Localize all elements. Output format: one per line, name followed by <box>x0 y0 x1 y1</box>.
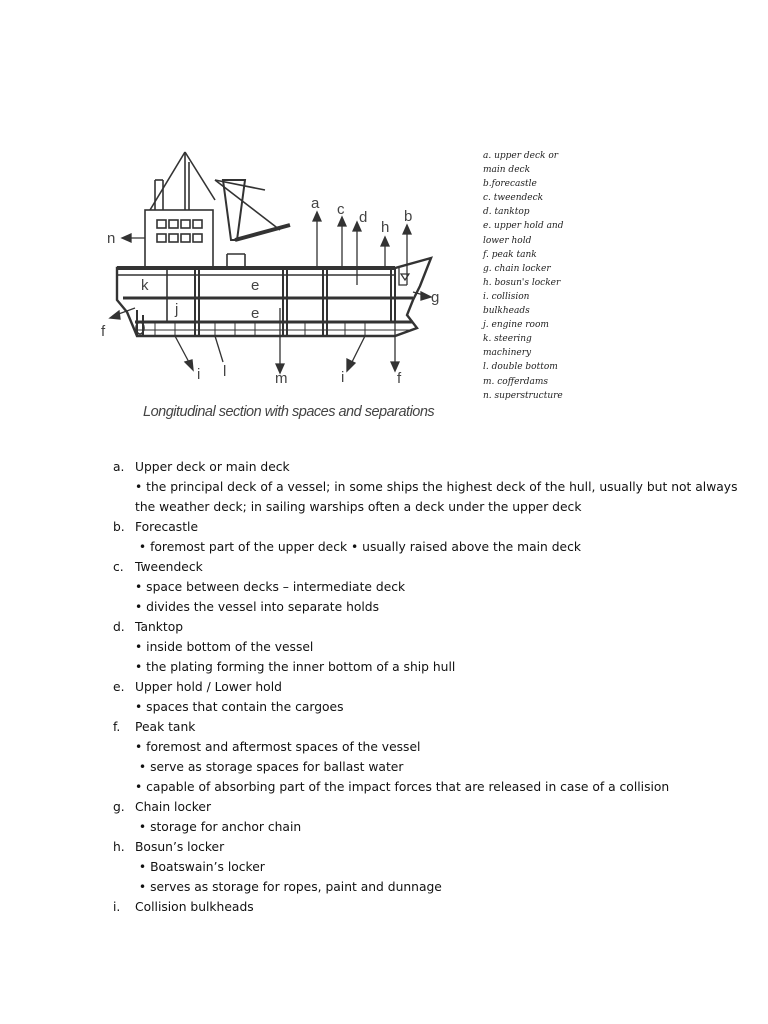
legend-line: l. double bottom <box>483 362 558 373</box>
legend-line: g. chain locker <box>483 263 551 274</box>
glossary-definition-line: • foremost part of the upper deck • usually raised above the main deck <box>135 540 581 554</box>
legend-line: h. bosun's locker <box>483 277 561 288</box>
callout-e-upper: e <box>251 277 260 294</box>
glossary-definition-line: • storage for anchor chain <box>135 820 302 834</box>
callout-f-fore: f <box>397 370 402 387</box>
callout-i-fore: i <box>341 369 345 386</box>
callout-b: b <box>404 208 413 225</box>
glossary-item <box>113 897 713 917</box>
glossary-item <box>113 557 713 617</box>
glossary-term: Tweendeck <box>135 560 203 574</box>
glossary-item <box>113 517 713 557</box>
glossary-definition-line: the weather deck; in sailing warships often a deck under the upper deck <box>135 500 582 514</box>
legend-line: k. steering <box>483 334 532 345</box>
superstructure <box>145 210 213 268</box>
glossary-term: Bosun’s locker <box>135 840 225 854</box>
glossary-item <box>113 457 738 517</box>
callout-k: k <box>141 277 149 294</box>
glossary-letter: a. <box>113 460 125 474</box>
glossary-list <box>113 457 738 917</box>
legend-line: i. collision <box>483 291 530 302</box>
callout-j: j <box>175 301 179 318</box>
glossary-term: Chain locker <box>135 800 212 814</box>
glossary-definition-line: • the principal deck of a vessel; in some ships the highest deck of the hull, usually but not always <box>135 480 738 494</box>
glossary-letter: h. <box>113 840 125 854</box>
callout-d: d <box>359 209 368 226</box>
glossary-letter: g. <box>113 800 125 814</box>
legend-line: e. upper hold and <box>483 221 564 232</box>
legend-line: j. engine room <box>483 320 549 331</box>
callout-a: a <box>311 195 320 212</box>
glossary-definition-line: • foremost and aftermost spaces of the vessel <box>135 740 421 754</box>
glossary-letter: e. <box>113 680 125 694</box>
ship-section-diagram <box>95 140 485 440</box>
callout-h: h <box>381 219 390 236</box>
legend-line: n. superstructure <box>483 390 563 401</box>
glossary-definition-line: • spaces that contain the cargoes <box>135 700 344 714</box>
glossary-item <box>113 837 713 897</box>
glossary-definition-line: • Boatswain’s locker <box>135 860 265 874</box>
callout-l: l <box>223 363 227 380</box>
ship-section-svg <box>95 140 485 440</box>
glossary-letter: c. <box>113 560 124 574</box>
callout-n: n <box>107 230 116 247</box>
glossary-definition-line: • serves as storage for ropes, paint and dunnage <box>135 880 442 894</box>
diagram-legend <box>483 149 603 403</box>
callout-m: m <box>275 370 288 387</box>
glossary-item <box>113 677 713 717</box>
glossary-definition-line: • serve as storage spaces for ballast water <box>135 760 404 774</box>
glossary-definition-line: • capable of absorbing part of the impact forces that are released in case of a collision <box>135 780 670 794</box>
glossary-term: Tanktop <box>135 620 184 634</box>
legend-line: machinery <box>483 348 532 359</box>
callout-f-aft: f <box>101 323 106 340</box>
glossary-item <box>113 717 713 797</box>
legend-line: b.forecastle <box>483 179 537 190</box>
legend-line: bulkheads <box>483 306 530 317</box>
legend-line: lower hold <box>483 235 532 246</box>
legend-line: a. upper deck or <box>483 151 559 161</box>
glossary-term: Forecastle <box>135 520 199 534</box>
glossary-item <box>113 617 713 677</box>
glossary-definition-line: • the plating forming the inner bottom of a ship hull <box>135 660 456 674</box>
legend-line: main deck <box>483 165 531 176</box>
legend-line: d. tanktop <box>483 207 530 218</box>
callout-g: g <box>431 289 440 306</box>
glossary-letter: f. <box>113 720 121 734</box>
glossary-letter: d. <box>113 620 125 634</box>
callout-c: c <box>337 201 345 218</box>
glossary-definition-line: • space between decks – intermediate deck <box>135 580 406 594</box>
glossary-term: Upper hold / Lower hold <box>135 680 282 694</box>
glossary-term: Upper deck or main deck <box>135 460 290 474</box>
callout-e-lower: e <box>251 305 260 322</box>
glossary-term: Collision bulkheads <box>135 900 254 914</box>
glossary-definition-line: • divides the vessel into separate holds <box>135 600 380 614</box>
glossary-letter: b. <box>113 520 125 534</box>
glossary-item <box>113 797 713 837</box>
legend-line: m. cofferdams <box>483 376 548 387</box>
glossary-definition-line: • inside bottom of the vessel <box>135 640 314 654</box>
legend-line: c. tweendeck <box>483 193 544 204</box>
glossary-term: Peak tank <box>135 720 196 734</box>
diagram-caption: Longitudinal section with spaces and separations <box>143 404 435 420</box>
legend-line: f. peak tank <box>483 249 537 260</box>
glossary-letter: i. <box>113 900 121 914</box>
callout-i-aft: i <box>197 366 201 383</box>
